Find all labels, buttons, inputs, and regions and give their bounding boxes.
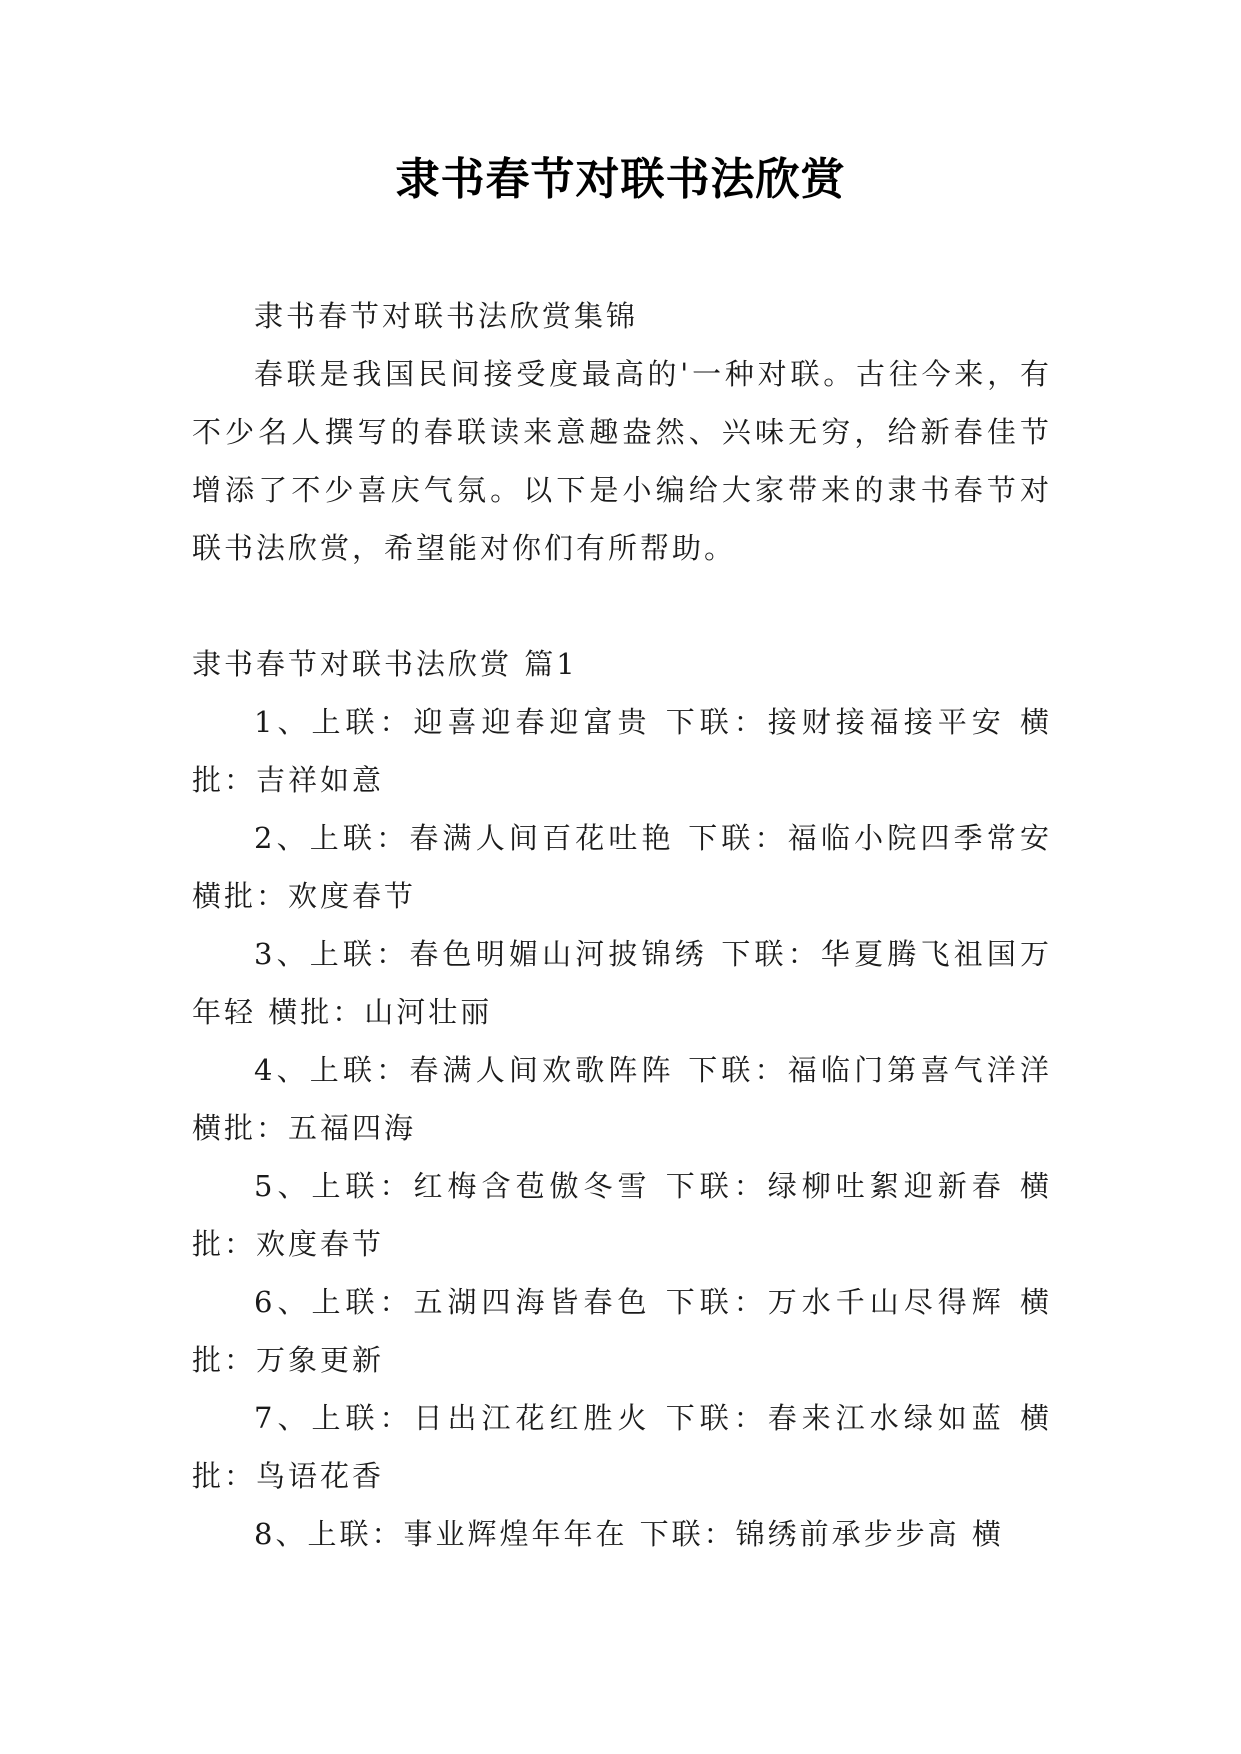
couplet-item-4: 4、上联：春满人间欢歌阵阵 下联：福临门第喜气洋洋 横批：五福四海	[192, 1053, 1052, 1145]
paragraph-spacer	[192, 577, 1052, 635]
couplet-item-7: 7、上联：日出江花红胜火 下联：春来江水绿如蓝 横批：鸟语花香	[192, 1401, 1052, 1493]
intro-paragraph: 春联是我国民间接受度最高的'一种对联。古往今来，有不少名人撰写的春联读来意趣盎然、兴味无穷，给新春佳节增添了不少喜庆气氛。以下是小编给大家带来的隶书春节对联书法欣赏，希望能对你们有所帮助。	[192, 357, 1052, 565]
section-heading: 隶书春节对联书法欣赏 篇1	[192, 647, 578, 681]
couplet-item-2: 2、上联：春满人间百花吐艳 下联：福临小院四季常安 横批：欢度春节	[192, 821, 1052, 913]
document-body	[192, 287, 1052, 1563]
couplet-item-1: 1、上联：迎喜迎春迎富贵 下联：接财接福接平安 横批：吉祥如意	[192, 705, 1052, 797]
subtitle: 隶书春节对联书法欣赏集锦	[254, 299, 639, 333]
couplet-item-6: 6、上联：五湖四海皆春色 下联：万水千山尽得辉 横批：万象更新	[192, 1285, 1052, 1377]
couplet-item-5: 5、上联：红梅含苞傲冬雪 下联：绿柳吐絮迎新春 横批：欢度春节	[192, 1169, 1052, 1261]
page-title: 隶书春节对联书法欣赏	[395, 154, 846, 205]
couplet-item-3: 3、上联：春色明媚山河披锦绣 下联：华夏腾飞祖国万年轻 横批：山河壮丽	[192, 937, 1052, 1029]
couplet-item-8: 8、上联：事业辉煌年年在 下联：锦绣前承步步高 横	[254, 1517, 1004, 1551]
